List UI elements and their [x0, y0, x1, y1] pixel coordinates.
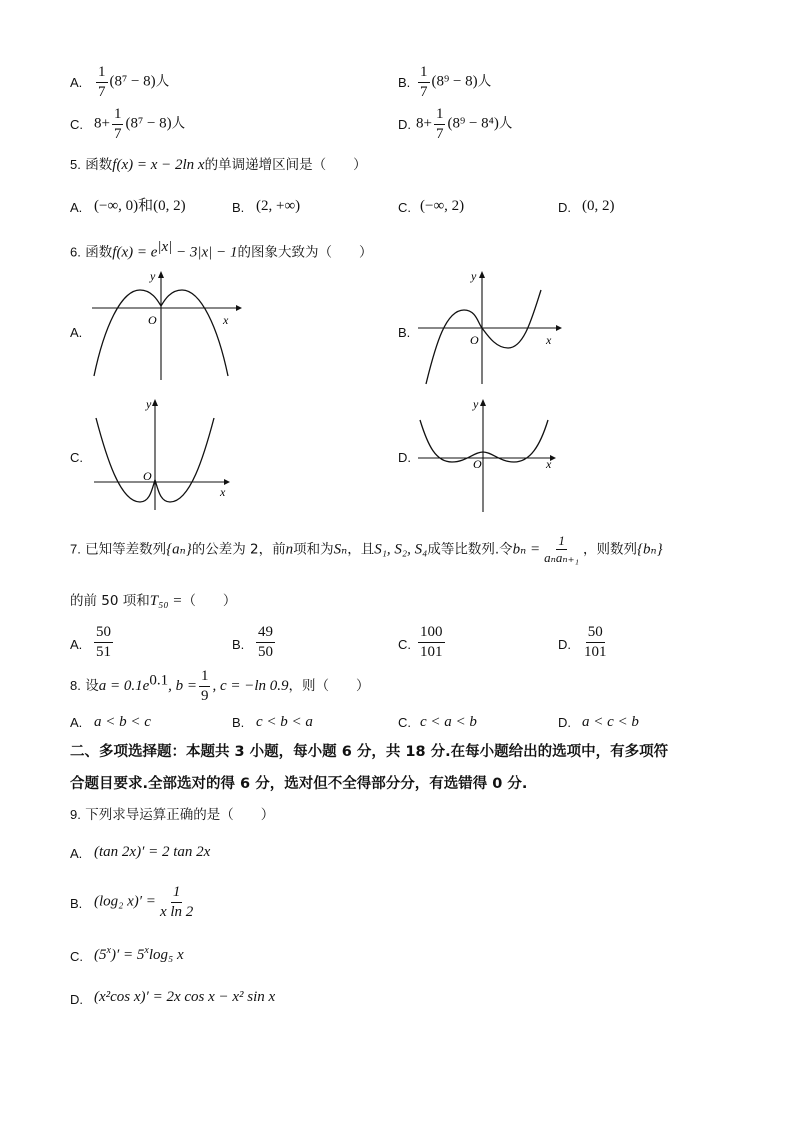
q5-option-a-text: (−∞, 0)和(0, 2) [94, 198, 186, 214]
q7-line2-a: 的前 50 项和 [70, 593, 150, 609]
q7-seq-a: {aₙ} [166, 541, 192, 558]
q7-d-numerator: 50 [586, 624, 605, 643]
q4-c-unit: 人 [171, 115, 186, 132]
q6-function: f(x) = e [112, 244, 158, 261]
q7-stem-line2 [70, 594, 236, 609]
q7-sn: Sₙ [333, 541, 348, 558]
q9-option-b-expression [94, 884, 197, 920]
q5-option-d-label: D. [558, 200, 571, 215]
q8-option-c-text: c < a < b [420, 714, 477, 730]
q6-b-x-axis-label: x [546, 333, 552, 347]
q7-line2-b: （ ） [182, 593, 237, 609]
q7-stem-e: 成等比数列.令 [427, 541, 513, 558]
q6-b-y-axis-label: y [471, 269, 477, 283]
q4-option-c-label: C. [70, 117, 83, 132]
q5-option-d-text: (0, 2) [582, 198, 615, 214]
q9-option-d-text: (x²cos x)′ = 2x cos x − x² sin x [94, 989, 276, 1005]
q6-stem [70, 240, 372, 261]
q4-c-body: (8⁷ − 8) [125, 115, 172, 132]
q5-option-b-text: (2, +∞) [256, 198, 301, 214]
q8-b-numerator: 1 [199, 668, 211, 687]
q7-option-a-label: A. [70, 637, 83, 652]
q9-option-d-label: D. [70, 992, 83, 1007]
q9-option-a-text: (tan 2x)′ = 2 tan 2x [94, 844, 211, 860]
q4-b-numerator: 1 [418, 64, 430, 83]
q6-d-y-axis-label: y [473, 397, 479, 411]
q4-b-body: (8⁹ − 8) [431, 73, 478, 90]
section2-heading-line1: 二、多项选择题：本题共 3 小题，每小题 6 分，共 18 分.在每小题给出的选项中，有多项符 [70, 744, 669, 760]
q8-a-def: a = 0.1e [98, 678, 150, 694]
q4-d-prefix: 8+ [416, 115, 432, 132]
q6-a-y-axis-label: y [150, 269, 156, 283]
q8-option-a-label: A. [70, 715, 83, 730]
q5-option-b-label: B. [232, 200, 245, 215]
q4-option-b-label: B. [398, 75, 411, 90]
q7-option-b-label: B. [232, 637, 245, 652]
q5-stem-a: 函数 [85, 157, 113, 173]
q4-d-numerator: 1 [434, 106, 446, 125]
q7-d-denominator: 101 [584, 643, 607, 660]
q8-stem-b: ，则（ ） [288, 678, 370, 694]
q7-option-b-fraction [254, 624, 277, 660]
q8-stem [70, 668, 370, 704]
q8-option-d-label: D. [558, 715, 571, 730]
q8-c-def: , c = −ln 0.9 [212, 678, 289, 694]
q6-graph-d [416, 396, 562, 514]
q7-s124: S₁, S₂, S₄ [374, 541, 428, 558]
q8-a-exponent: 0.1 [149, 672, 169, 689]
q7-b-denominator: 50 [258, 643, 273, 660]
q7-option-c-label: C. [398, 637, 411, 652]
q4-b-denominator: 7 [420, 83, 428, 100]
q9-c-rhs: log₅ x [148, 947, 184, 963]
q8-stem-a: 设 [85, 678, 99, 694]
q7-bn-denominator: aₙaₙ₊₁ [544, 550, 580, 566]
q7-number: 7. [70, 541, 81, 557]
q7-stem-f: ，则数列 [583, 541, 638, 558]
q7-b-numerator: 49 [256, 624, 275, 643]
q4-d-unit: 人 [498, 115, 513, 132]
q6-b-origin-label: O [470, 333, 479, 347]
q9-number: 9. [70, 807, 81, 822]
q6-a-origin-label: O [148, 313, 157, 327]
q9-c-lhs: (5 [94, 947, 107, 963]
q6-function-rest: − 3|x| − 1 [172, 244, 238, 261]
q5-option-a-label: A. [70, 200, 83, 215]
q4-a-denominator: 7 [98, 83, 106, 100]
q9-c-mid: )′ = 5 [110, 947, 145, 963]
q4-a-unit: 人 [155, 73, 170, 90]
q7-stem-line1 [70, 534, 663, 566]
q5-option-c-label: C. [398, 200, 411, 215]
q6-c-x-axis-label: x [220, 485, 226, 499]
q9-stem-text: 下列求导运算正确的是（ ） [85, 807, 275, 823]
q4-c-numerator: 1 [112, 106, 124, 125]
q7-a-numerator: 50 [94, 624, 113, 643]
q7-bn-numerator: 1 [556, 534, 567, 550]
q8-b-def: , b = [168, 678, 197, 694]
q4-d-denominator: 7 [435, 125, 444, 142]
q9-option-b-label: B. [70, 896, 83, 911]
q6-exponent: |x| [157, 239, 173, 255]
q7-option-d-label: D. [558, 637, 571, 652]
q6-number: 6. [70, 244, 81, 260]
q7-stem-c: 项和为 [293, 541, 334, 558]
q6-c-origin-label: O [143, 469, 152, 483]
q7-option-d-fraction [580, 624, 611, 660]
q8-b-denominator: 9 [200, 687, 209, 704]
q4-d-body: (8⁹ − 8⁴) [447, 115, 499, 132]
q5-option-c-text: (−∞, 2) [420, 198, 465, 214]
q4-option-d-expression [416, 106, 512, 142]
q7-c-numerator: 100 [418, 624, 445, 643]
q8-option-b-label: B. [232, 715, 245, 730]
q6-d-x-axis-label: x [546, 457, 552, 471]
q4-option-c-expression [94, 106, 185, 142]
q7-seq-b: {bₙ} [637, 541, 663, 558]
q6-option-b-label: B. [398, 325, 411, 340]
q6-option-a-label: A. [70, 325, 83, 340]
q9-stem [70, 808, 274, 823]
q4-c-prefix: 8+ [94, 115, 110, 132]
q7-a-denominator: 51 [96, 643, 111, 660]
q6-graph-c [88, 396, 238, 512]
q7-stem-d: ，且 [347, 541, 375, 558]
q7-stem-b: 的公差为 2，前 [191, 541, 286, 558]
q6-graph-b [416, 268, 566, 388]
q9-c-exponent: x [106, 945, 111, 956]
q6-graph-a [86, 268, 246, 384]
q4-c-denominator: 7 [113, 125, 122, 142]
q7-c-denominator: 101 [420, 643, 443, 660]
q6-option-c-label: C. [70, 450, 83, 465]
q7-option-c-fraction [416, 624, 447, 660]
q7-t50: T₅₀ = [149, 593, 183, 609]
q9-option-c-label: C. [70, 949, 83, 964]
q5-stem [70, 158, 367, 173]
q9-option-c-expression [94, 946, 184, 963]
q7-bn: bₙ = [512, 541, 541, 558]
q4-option-d-label: D. [398, 117, 411, 132]
q6-a-x-axis-label: x [223, 313, 229, 327]
q7-option-a-fraction [92, 624, 115, 660]
q6-d-origin-label: O [473, 457, 482, 471]
q6-stem-a: 函数 [85, 244, 113, 261]
q7-stem-a: 已知等差数列 [85, 541, 167, 558]
q9-b-denominator: x ln 2 [159, 903, 194, 920]
q9-c-exponent2: x [144, 945, 149, 956]
q4-b-unit: 人 [477, 73, 492, 90]
q4-option-a-label: A. [70, 75, 83, 90]
q6-option-d-label: D. [398, 450, 411, 465]
q4-option-a-expression [94, 64, 169, 100]
q9-option-a-label: A. [70, 846, 83, 861]
q5-number: 5. [70, 157, 81, 172]
q8-number: 8. [70, 678, 81, 693]
q4-a-body: (8⁷ − 8) [109, 73, 156, 90]
q8-option-a-text: a < b < c [94, 714, 151, 730]
section2-heading-line2: 合题目要求.全部选对的得 6 分，选对但不全得部分分，有选错得 0 分. [70, 776, 528, 792]
q9-b-lhs: (log₂ x)′ = [94, 893, 156, 910]
q6-stem-b: 的图象大致为（ ） [237, 244, 373, 261]
q4-a-numerator: 1 [96, 64, 108, 83]
q4-option-b-expression [416, 64, 491, 100]
q6-c-y-axis-label: y [146, 397, 152, 411]
q8-option-d-text: a < c < b [582, 714, 639, 730]
q8-option-b-text: c < b < a [256, 714, 313, 730]
q8-option-c-label: C. [398, 715, 411, 730]
q7-n: n [285, 541, 294, 558]
q5-function: f(x) = x − 2ln x [112, 157, 205, 173]
q9-b-numerator: 1 [171, 884, 183, 903]
q5-stem-b: 的单调递增区间是（ ） [204, 157, 367, 173]
